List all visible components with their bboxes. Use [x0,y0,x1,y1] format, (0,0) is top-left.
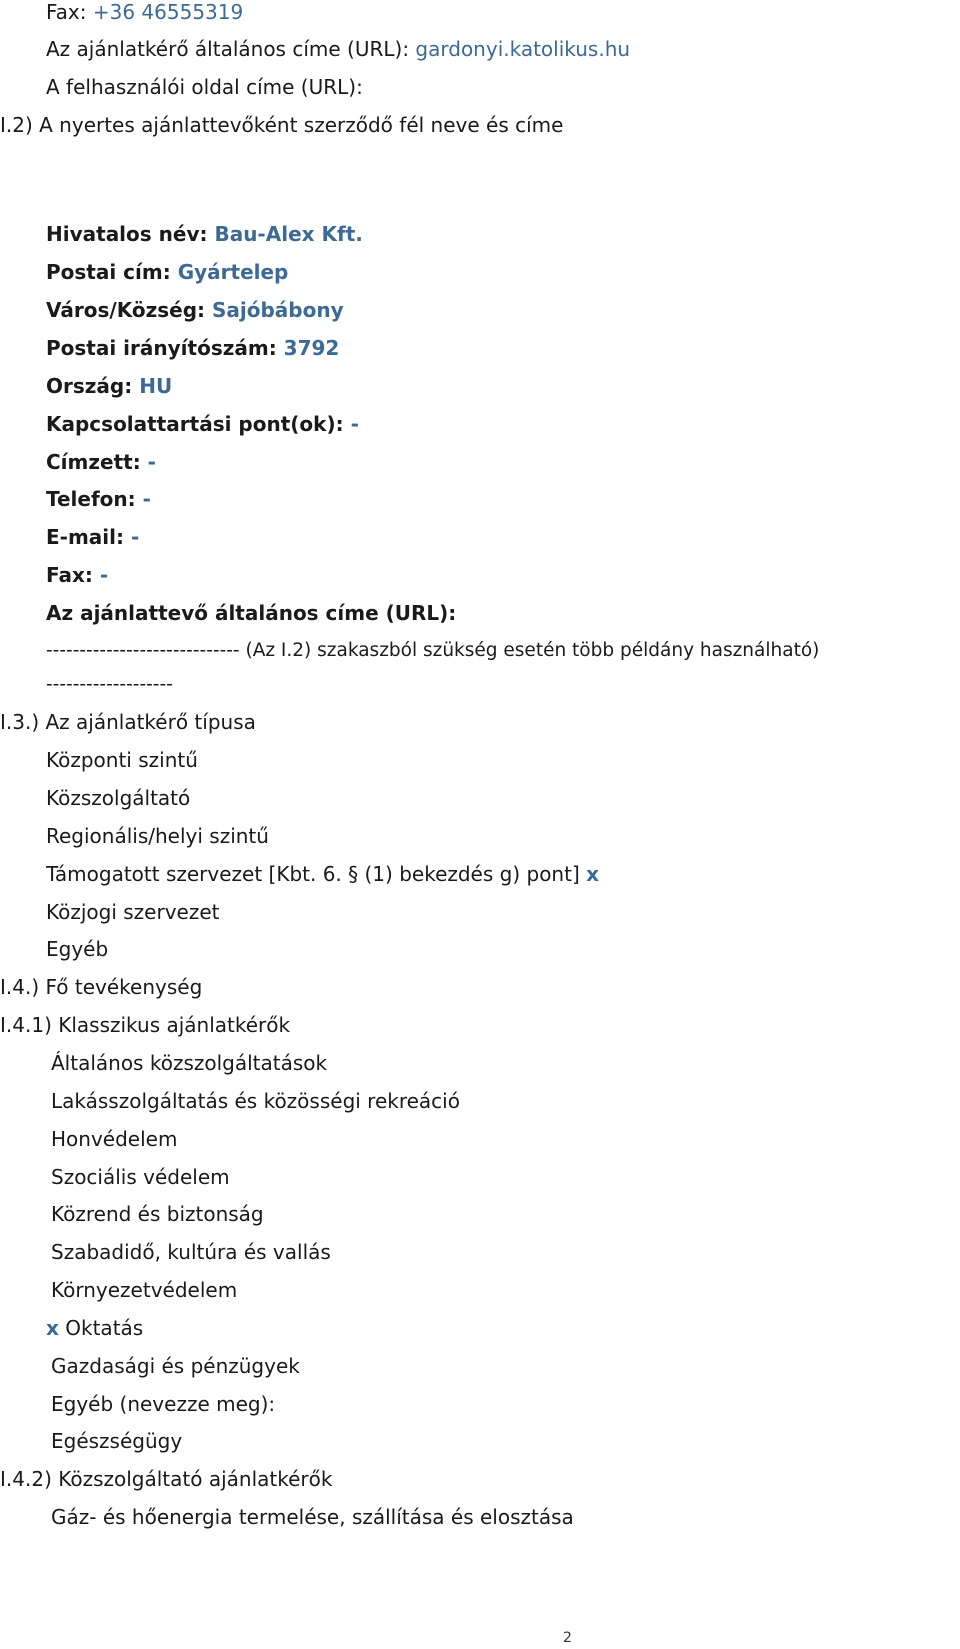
selected-mark: x [46,1316,59,1340]
activity-health [51,1428,182,1454]
field-postal-address [46,259,288,285]
activity-label: Szabadidő, kultúra és vallás [51,1240,331,1264]
bidder-url-label: Az ajánlattevő általános címe (URL): [46,601,457,625]
activity-housing [51,1088,460,1114]
option-public-body [46,899,220,925]
activity-education [46,1315,143,1341]
field-value: - [147,450,156,474]
section-i4-heading: I.4.) Fő tevékenység [0,975,203,999]
field-city [46,297,344,323]
field-value: - [142,487,151,511]
option-regional [46,823,269,849]
field-value: Sajóbábony [211,298,344,322]
option-label: Támogatott szervezet [Kbt. 6. § (1) bekezdés g) pont] [46,862,580,886]
activity-label: Szociális védelem [51,1165,230,1189]
field-value: HU [139,374,173,398]
user-url-label: A felhasználói oldal címe (URL): [46,75,363,99]
field-label: Fax: [46,563,93,587]
activity-label: Egyéb (nevezze meg): [51,1392,276,1416]
field-label: E-mail: [46,525,125,549]
activity-label: Gazdasági és pénzügyek [51,1354,300,1378]
field-fax [46,562,108,588]
option-label: Központi szintű [46,748,198,772]
field-official-name [46,221,363,247]
field-contact-points [46,411,359,437]
section-i2-heading: I.2) A nyertes ajánlattevőként szerződő fél neve és címe [0,113,564,137]
field-label: Ország: [46,374,133,398]
field-value: - [99,563,109,587]
option-utility [46,785,190,811]
field-value: - [350,412,359,436]
option-label: Közszolgáltató [46,786,191,810]
activity-social-protection [51,1164,230,1190]
field-phone [46,486,151,512]
option-label: Egyéb [46,937,109,961]
selected-mark: x [586,862,600,886]
activity-label: Általános közszolgáltatások [51,1051,328,1075]
contracting-url-label: Az ajánlatkérő általános címe (URL): [46,37,410,61]
option-supported-org [46,861,599,887]
activity-economic-financial [51,1353,300,1379]
activity-defence [51,1126,177,1152]
field-email [46,524,139,550]
field-value: Gyártelep [177,260,289,284]
field-addressee [46,449,156,475]
option-label: Regionális/helyi szintű [46,824,269,848]
activity-label: Közrend és biztonság [51,1202,264,1226]
activity-label: Egészségügy [51,1429,183,1453]
activity-public-order [51,1201,264,1227]
field-value: 3792 [283,336,340,360]
fax-line [46,0,243,25]
section-i41-heading: I.4.1) Klasszikus ajánlatkérők [0,1013,291,1037]
fax-value: +36 46555319 [92,0,244,24]
section-i42-heading: I.4.2) Közszolgáltató ajánlatkérők [0,1467,333,1491]
field-value: Bau-Alex Kft. [214,222,363,246]
section-i3-heading: I.3.) Az ajánlatkérő típusa [0,710,256,734]
field-label: Kapcsolattartási pont(ok): [46,412,344,436]
option-central [46,747,198,773]
activity-label: Környezetvédelem [51,1278,238,1302]
activity-label: Lakásszolgáltatás és közösségi rekreáció [51,1089,460,1113]
separator-tail: ------------------- [46,674,173,695]
field-country [46,373,172,399]
field-label: Telefon: [46,487,136,511]
option-other [46,936,108,962]
option-label: Közjogi szervezet [46,900,220,924]
activity-recreation-culture [51,1239,331,1265]
field-value: - [130,525,140,549]
field-label: Hivatalos név: [46,222,208,246]
contracting-url-link[interactable]: gardonyi.katolikus.hu [415,37,631,61]
activity-label: Oktatás [65,1316,144,1340]
page-number: 2 [563,1630,572,1646]
activity-gas-heat [51,1504,574,1530]
field-label: Város/Község: [46,298,206,322]
field-postal-code [46,335,339,361]
field-label: Postai irányítószám: [46,336,277,360]
fax-label: Fax: [46,0,87,24]
separator-note: ----------------------------- (Az I.2) szakaszból szükség esetén több példány használható) [46,640,820,661]
activity-label: Gáz- és hőenergia termelése, szállítása és elosztása [51,1505,574,1529]
activity-general-public-services [51,1050,327,1076]
field-label: Címzett: [46,450,141,474]
activity-other [51,1391,275,1417]
field-label: Postai cím: [46,260,171,284]
activity-label: Honvédelem [51,1127,178,1151]
activity-environment [51,1277,237,1303]
contracting-url-line [46,36,630,62]
